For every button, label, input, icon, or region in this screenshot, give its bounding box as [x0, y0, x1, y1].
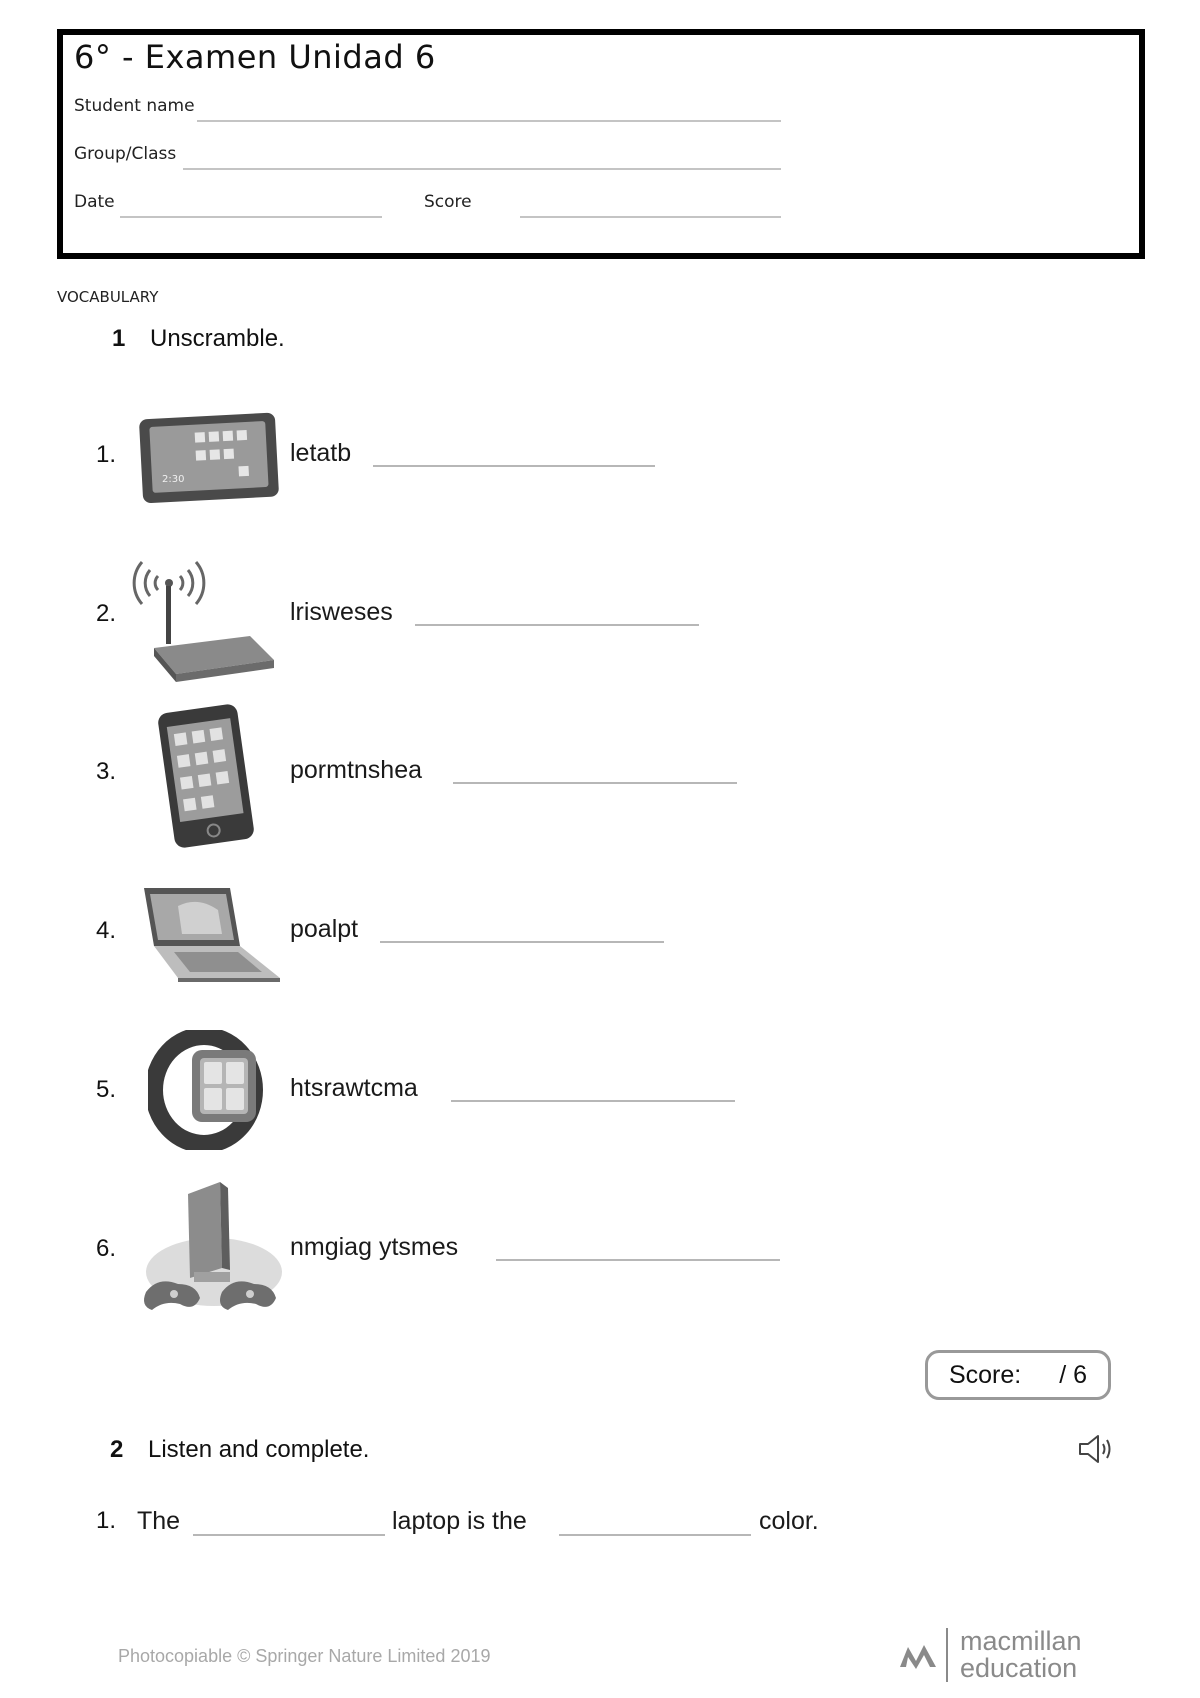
task1-score-box	[925, 1350, 1111, 1400]
answer-line[interactable]	[496, 1259, 780, 1261]
date-field[interactable]	[120, 216, 382, 218]
brand-name	[946, 1628, 1082, 1682]
task1-number: 1	[112, 325, 126, 352]
sentence-number: 1.	[96, 1507, 117, 1534]
svg-text:2:30: 2:30	[162, 474, 185, 485]
speaker-icon[interactable]	[1076, 1433, 1116, 1465]
brand-line-2: education	[960, 1653, 1078, 1683]
item-number: 3.	[96, 758, 117, 785]
scrambled-word: lrisweses	[290, 598, 393, 626]
scrambled-word: htsrawtcma	[290, 1074, 418, 1102]
score-box-total: / 6	[1059, 1360, 1088, 1389]
scrambled-word: letatb	[290, 439, 352, 467]
tablet-icon	[138, 410, 282, 506]
date-label: Date	[74, 192, 115, 212]
item-number: 1.	[96, 441, 117, 468]
score-label: Score	[424, 192, 472, 212]
smartphone-icon	[152, 702, 260, 850]
answer-line[interactable]	[380, 941, 664, 943]
task2-heading	[110, 1436, 369, 1464]
score-box-label: Score:	[948, 1360, 1022, 1389]
item-number: 2.	[96, 600, 117, 627]
answer-line[interactable]	[559, 1534, 751, 1536]
task1-heading	[112, 325, 285, 353]
brand-line-1: macmillan	[960, 1626, 1082, 1656]
game-console-icon	[138, 1180, 286, 1320]
sentence-part: laptop is the	[392, 1507, 527, 1535]
macmillan-logo-icon	[898, 1639, 938, 1671]
scrambled-word: poalpt	[290, 915, 359, 943]
scrambled-word: pormtnshea	[290, 756, 423, 784]
score-field[interactable]	[520, 216, 781, 218]
student-name-label: Student name	[74, 96, 195, 116]
section-label: VOCABULARY	[57, 288, 159, 306]
item-number: 4.	[96, 917, 117, 944]
exam-title: 6° - Examen Unidad 6	[74, 38, 436, 76]
answer-line[interactable]	[453, 782, 737, 784]
group-class-label: Group/Class	[74, 144, 177, 164]
sentence-part: color.	[759, 1507, 819, 1535]
scrambled-word: nmgiag ytsmes	[290, 1233, 459, 1261]
answer-line[interactable]	[193, 1534, 385, 1536]
item-number: 5.	[96, 1076, 117, 1103]
wireless-router-icon	[132, 550, 280, 690]
answer-line[interactable]	[451, 1100, 735, 1102]
publisher-logo	[898, 1628, 1082, 1682]
task1-instruction: Unscramble.	[150, 325, 285, 352]
item-number: 6.	[96, 1235, 117, 1262]
laptop-icon	[138, 886, 284, 982]
student-name-field[interactable]	[197, 120, 781, 122]
copyright-notice: Photocopiable © Springer Nature Limited 2019	[118, 1646, 491, 1666]
answer-line[interactable]	[415, 624, 699, 626]
task2-number: 2	[110, 1436, 124, 1463]
smartwatch-icon	[148, 1030, 264, 1150]
task2-instruction: Listen and complete.	[148, 1436, 370, 1463]
answer-line[interactable]	[373, 465, 655, 467]
group-class-field[interactable]	[183, 168, 781, 170]
sentence-part: The	[137, 1507, 181, 1535]
